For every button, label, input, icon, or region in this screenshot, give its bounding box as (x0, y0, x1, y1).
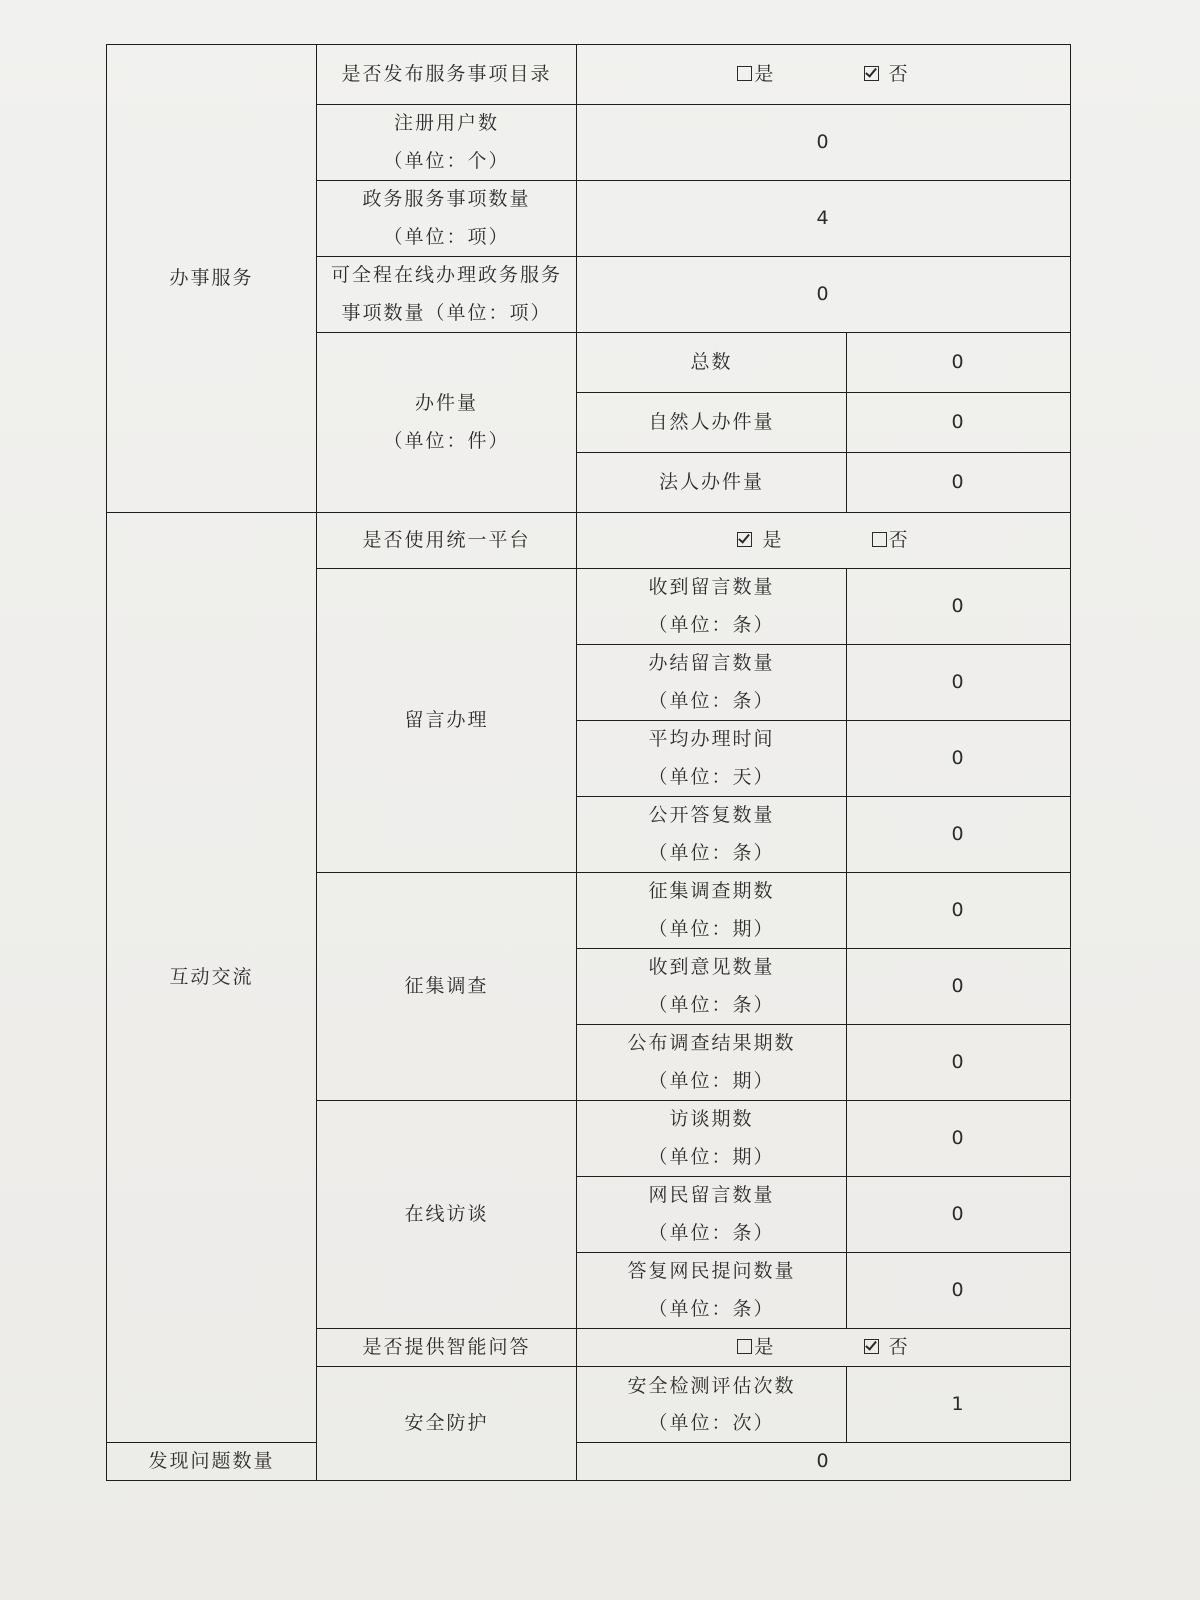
section-interaction: 互动交流 (107, 513, 317, 1443)
survey-periods-label: 征集调查期数 （单位：期） (577, 873, 847, 949)
interview-messages-label: 网民留言数量 （单位：条） (577, 1177, 847, 1253)
interview-messages-value: 0 (847, 1177, 1071, 1253)
directory-options (577, 45, 1071, 105)
cases-legal-value: 0 (847, 453, 1071, 513)
table-row (107, 1443, 1071, 1481)
security-checks-value: 1 (847, 1367, 1071, 1443)
checked-checkbox-icon (737, 532, 752, 547)
checkbox-icon (737, 66, 752, 81)
smart-qa-options (577, 1329, 1071, 1367)
directory-no-option[interactable]: 否 (864, 56, 910, 93)
table-row (107, 45, 1071, 105)
interview-answers-label: 答复网民提问数量 （单位：条） (577, 1253, 847, 1329)
security-issues-value: 0 (577, 1443, 1071, 1481)
platform-label: 是否使用统一平台 (317, 513, 577, 569)
checked-checkbox-icon (864, 66, 879, 81)
interview-label: 在线访谈 (317, 1101, 577, 1329)
directory-label: 是否发布服务事项目录 (317, 45, 577, 105)
messages-avg-time-label: 平均办理时间 （单位：天） (577, 721, 847, 797)
items-label: 政务服务事项数量 （单位：项） (317, 181, 577, 257)
items-value: 4 (577, 181, 1071, 257)
directory-yes-option[interactable]: 是 (737, 56, 775, 93)
report-table (106, 44, 1071, 1481)
security-issues-label: 发现问题数量 (107, 1443, 317, 1481)
cases-natural-label: 自然人办件量 (577, 393, 847, 453)
messages-public-value: 0 (847, 797, 1071, 873)
survey-periods-value: 0 (847, 873, 1071, 949)
messages-label: 留言办理 (317, 569, 577, 873)
messages-received-label: 收到留言数量 （单位：条） (577, 569, 847, 645)
section-service: 办事服务 (107, 45, 317, 513)
checkbox-icon (872, 532, 887, 547)
cases-label: 办件量 （单位：件） (317, 333, 577, 513)
online-items-value: 0 (577, 257, 1071, 333)
smart-qa-label: 是否提供智能问答 (317, 1329, 577, 1367)
interview-periods-label: 访谈期数 （单位：期） (577, 1101, 847, 1177)
cases-total-label: 总数 (577, 333, 847, 393)
survey-results-value: 0 (847, 1025, 1071, 1101)
messages-public-label: 公开答复数量 （单位：条） (577, 797, 847, 873)
users-value: 0 (577, 105, 1071, 181)
platform-options (577, 513, 1071, 569)
interview-periods-value: 0 (847, 1101, 1071, 1177)
checked-checkbox-icon (864, 1339, 879, 1354)
table-row (107, 513, 1071, 569)
platform-no-option[interactable]: 否 (872, 522, 910, 559)
cases-legal-label: 法人办件量 (577, 453, 847, 513)
platform-yes-option[interactable]: 是 (737, 522, 783, 559)
messages-avg-time-value: 0 (847, 721, 1071, 797)
cases-natural-value: 0 (847, 393, 1071, 453)
messages-closed-label: 办结留言数量 （单位：条） (577, 645, 847, 721)
interview-answers-value: 0 (847, 1253, 1071, 1329)
smart-qa-no-option[interactable]: 否 (864, 1329, 910, 1366)
checkbox-icon (737, 1339, 752, 1354)
online-items-label: 可全程在线办理政务服务 事项数量（单位：项） (317, 257, 577, 333)
messages-received-value: 0 (847, 569, 1071, 645)
survey-opinions-label: 收到意见数量 （单位：条） (577, 949, 847, 1025)
survey-results-label: 公布调查结果期数 （单位：期） (577, 1025, 847, 1101)
cases-total-value: 0 (847, 333, 1071, 393)
survey-label: 征集调查 (317, 873, 577, 1101)
survey-opinions-value: 0 (847, 949, 1071, 1025)
users-label: 注册用户数 （单位：个） (317, 105, 577, 181)
messages-closed-value: 0 (847, 645, 1071, 721)
smart-qa-yes-option[interactable]: 是 (737, 1329, 775, 1366)
security-checks-label: 安全检测评估次数 （单位：次） (577, 1367, 847, 1443)
section-security: 安全防护 (317, 1367, 577, 1481)
